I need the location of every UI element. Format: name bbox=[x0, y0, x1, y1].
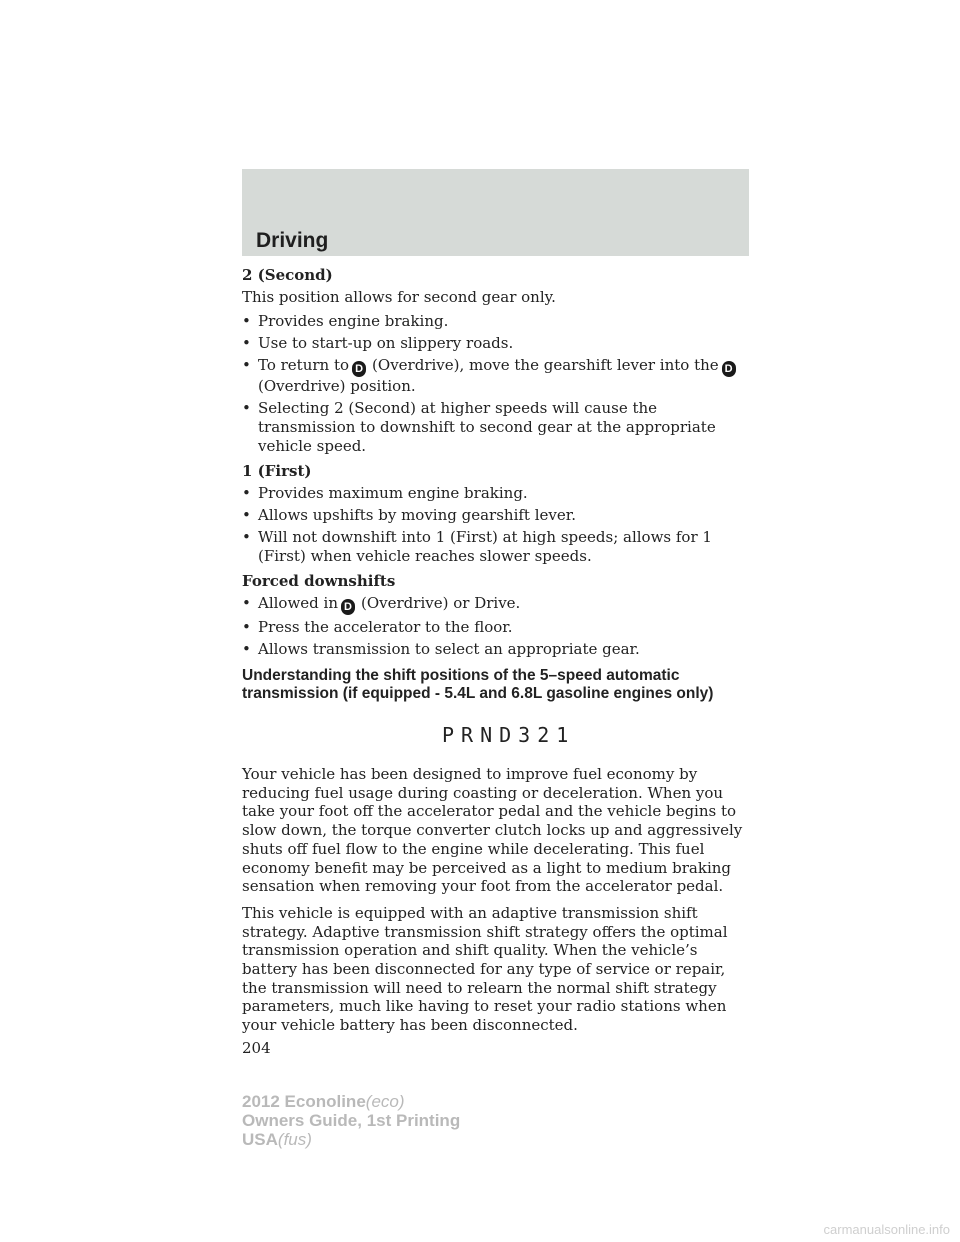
first-heading: 1 (First) bbox=[242, 462, 312, 480]
forced-heading: Forced downshifts bbox=[242, 572, 396, 590]
section-header-band bbox=[242, 169, 749, 256]
list-item: • Will not downshift into 1 (First) at high speeds; allows for 1 (First) when vehicle reaches slower speeds. bbox=[242, 528, 712, 565]
section-title: Driving bbox=[256, 229, 329, 252]
understanding-heading: Understanding the shift positions of the 5–speed automatic transmission (if equipped - 5.4L and 6.8L gasoline engines only) bbox=[242, 667, 714, 702]
overdrive-icon: D bbox=[352, 361, 366, 377]
page-number: 204 bbox=[242, 1038, 271, 1057]
second-intro: This position allows for second gear only. bbox=[242, 288, 556, 306]
list-item: • Allows upshifts by moving gearshift lever. bbox=[242, 506, 577, 524]
list-item: • Provides maximum engine braking. bbox=[242, 484, 528, 502]
list-item: • Press the accelerator to the floor. bbox=[242, 618, 513, 636]
overdrive-icon: D bbox=[341, 599, 355, 615]
list-item: • Use to start-up on slippery roads. bbox=[242, 334, 514, 352]
fuel-economy-paragraph: Your vehicle has been designed to improve fuel economy by reducing fuel usage during coasting or deceleration. When you take your foot off the accelerator pedal and the vehicle begins to slow down, the torque converter clutch locks up and aggressively shuts off fuel flow to the engine while decelerating. This fuel economy benefit may be perceived as a light to medium braking sensation when removing your foot from the accelerator pedal. bbox=[242, 765, 743, 896]
gear-positions: PRND321 bbox=[442, 723, 576, 747]
watermark: carmanualsonline.info bbox=[823, 1222, 950, 1237]
list-item: • Allowed in D (Overdrive) or Drive. bbox=[242, 594, 521, 613]
second-heading: 2 (Second) bbox=[242, 266, 333, 284]
footer-imprint: 2012 Econoline(eco) Owners Guide, 1st Printing USA(fus) bbox=[242, 1092, 461, 1149]
overdrive-icon: D bbox=[722, 361, 736, 377]
list-item: • Allows transmission to select an appropriate gear. bbox=[242, 640, 640, 658]
list-item: • To return to D (Overdrive), move the gearshift lever into the D (Overdrive) position. bbox=[242, 356, 748, 396]
list-item: • Provides engine braking. bbox=[242, 312, 449, 330]
page-content bbox=[242, 266, 762, 1057]
list-item: • Selecting 2 (Second) at higher speeds will cause the transmission to downshift to second gear at the appropriate vehicle speed. bbox=[242, 399, 716, 455]
adaptive-shift-paragraph: This vehicle is equipped with an adaptive transmission shift strategy. Adaptive transmission shift strategy offers the optimal transmission operation and shift quality. When the vehicle’s battery has been disconnected for any type of service or repair, the transmission will need to relearn the normal shift strategy parameters, much like having to reset your radio stations when your vehicle battery has been disconnected. bbox=[242, 903, 728, 1035]
